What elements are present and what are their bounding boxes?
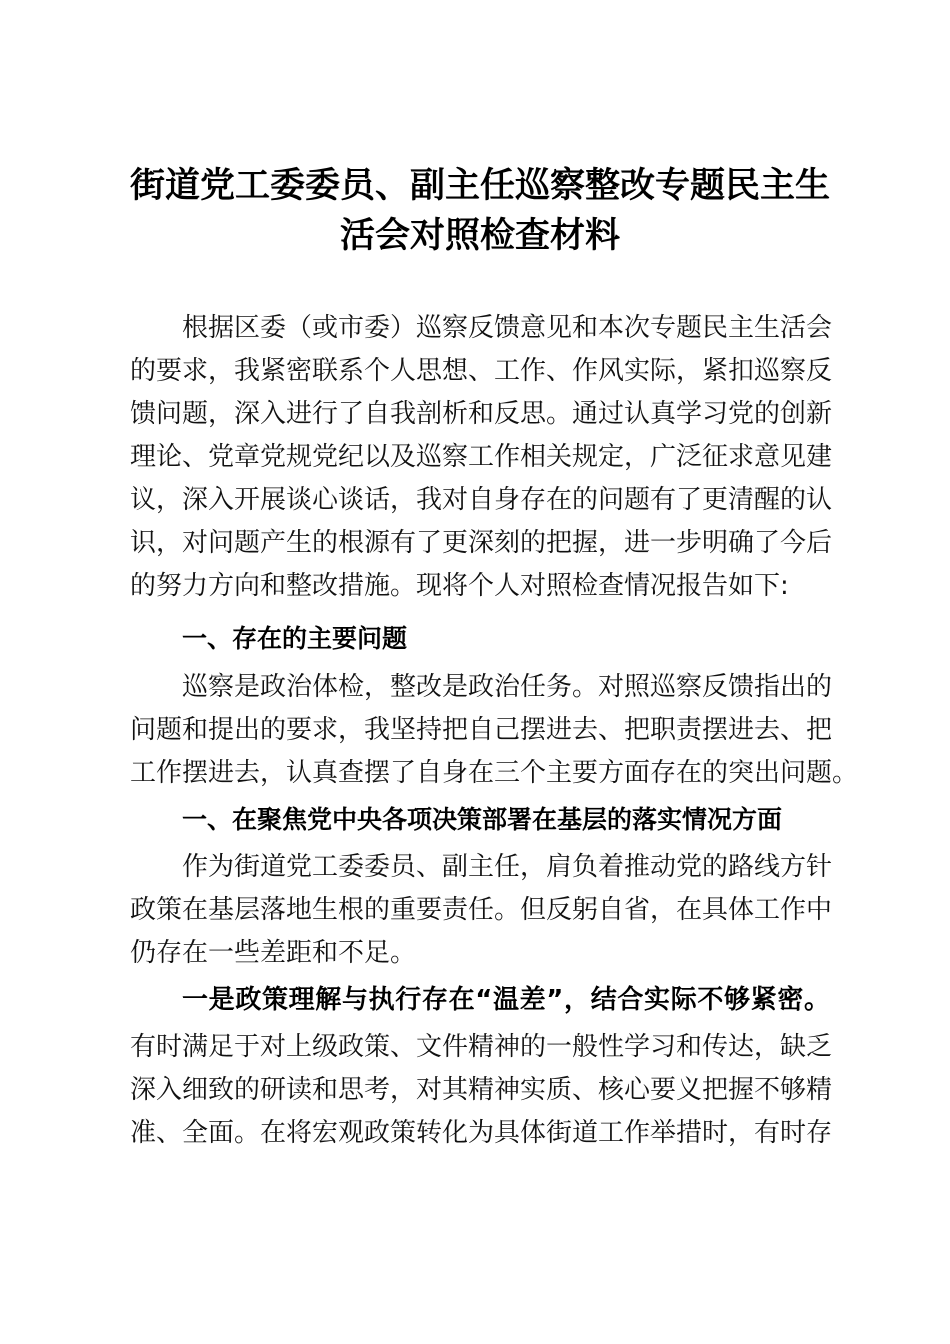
subsection1-line-1: 作为街道党工委委员、副主任，肩负着推动党的路线方针 xyxy=(182,852,833,882)
section1-line-1: 巡察是政治体检，整改是政治任务。对照巡察反馈指出的 xyxy=(182,672,833,702)
intro-line-7: 的努力方向和整改措施。现将个人对照检查情况报告如下: xyxy=(130,571,789,601)
section1-line-3: 工作摆进去，认真查摆了自身在三个主要方面存在的突出问题。 xyxy=(130,758,859,788)
subsection1-line-3: 仍存在一些差距和不足。 xyxy=(130,938,417,968)
section-heading-main-problems: 一、存在的主要问题 xyxy=(182,624,408,653)
intro-line-5: 议，深入开展谈心谈话，我对自身存在的问题有了更清醒的认 xyxy=(130,485,833,515)
intro-line-1: 根据区委（或市委）巡察反馈意见和本次专题民主生活会 xyxy=(182,313,833,343)
point1-line-1: 有时满足于对上级政策、文件精神的一般性学习和传达，缺乏 xyxy=(130,1032,833,1062)
point1-bold-heading: 一是政策理解与执行存在“温差”，结合实际不够紧密。 xyxy=(182,985,830,1015)
point1-line-2: 深入细致的研读和思考，对其精神实质、核心要义把握不够精 xyxy=(130,1075,833,1105)
subsection-heading-policy-implementation: 一、在聚焦党中央各项决策部署在基层的落实情况方面 xyxy=(182,805,783,834)
document-title-line-2: 活会对照检查材料 xyxy=(339,215,620,256)
subsection1-line-2: 政策在基层落地生根的重要责任。但反躬自省，在具体工作中 xyxy=(130,895,833,925)
intro-line-2: 的要求，我紧密联系个人思想、工作、作风实际，紧扣巡察反 xyxy=(130,356,833,386)
intro-line-6: 识，对问题产生的根源有了更深刻的把握，进一步明确了今后 xyxy=(130,528,833,558)
section1-line-2: 问题和提出的要求，我坚持把自己摆进去、把职责摆进去、把 xyxy=(130,715,833,745)
intro-line-3: 馈问题，深入进行了自我剖析和反思。通过认真学习党的创新 xyxy=(130,399,833,429)
point1-line-3: 准、全面。在将宏观政策转化为具体街道工作举措时，有时存 xyxy=(130,1118,833,1148)
document-title-line-1: 街道党工委委员、副主任巡察整改专题民主生 xyxy=(130,165,831,206)
intro-line-4: 理论、党章党规党纪以及巡察工作相关规定，广泛征求意见建 xyxy=(130,442,833,472)
